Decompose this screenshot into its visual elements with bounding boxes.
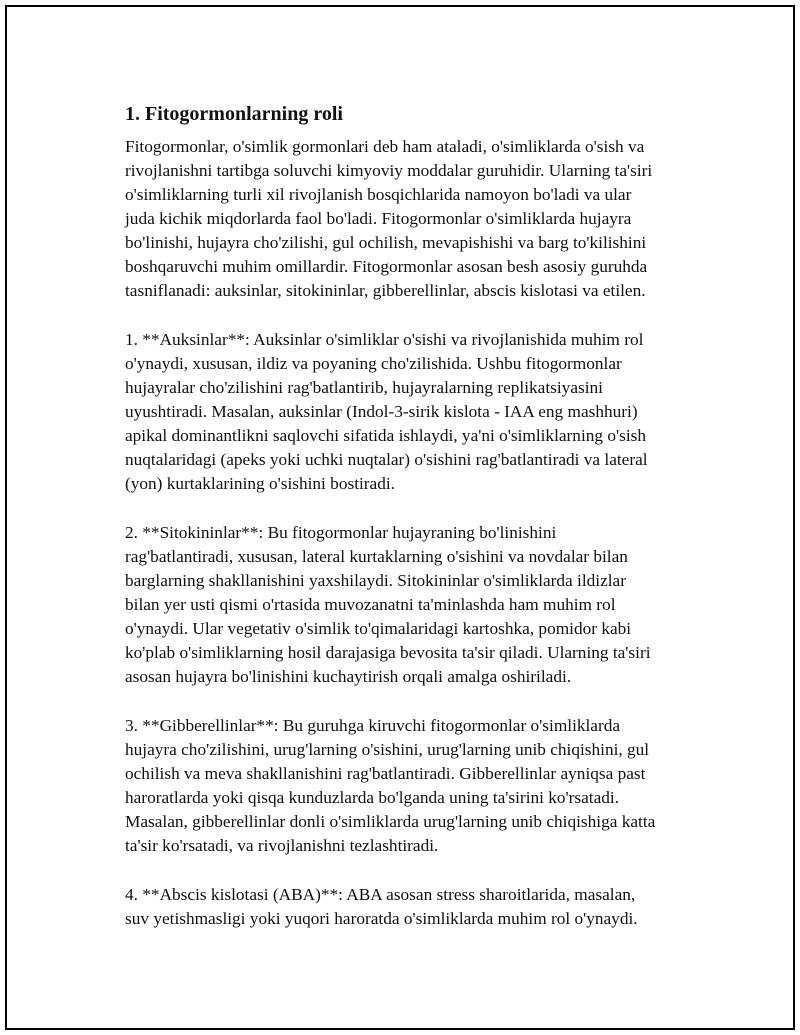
text-line: (yon) kurtaklarining o'sishini bostiradi. (125, 474, 395, 493)
text-line: o'ynaydi, xususan, ildiz va poyaning cho'zilishida. Ushbu fitogormonlar (125, 354, 622, 373)
paragraph-sitokininlar (125, 521, 695, 689)
text-line: nuqtalaridagi (apeks yoki uchki nuqtalar) o'sishini rag'batlantiradi va lateral (125, 450, 648, 469)
paragraph-auksinlar (125, 328, 695, 496)
paragraph-intro (125, 135, 695, 303)
text-line: 3. **Gibberellinlar**: Bu guruhga kiruvchi fitogormonlar o'simliklarda (125, 716, 621, 735)
text-line: asosan hujayra bo'linishini kuchaytirish orqali amalga oshiriladi. (125, 667, 572, 686)
document-body (125, 101, 695, 956)
paragraph-abscis-kislotasi (125, 883, 695, 931)
text-line: apikal dominantlikni saqlovchi sifatida ishlaydi, ya'ni o'simliklarning o'sish (125, 426, 646, 445)
text-line: hujayra cho'zilishini, urug'larning o'sishini, urug'larning unib chiqishini, gul (125, 740, 650, 759)
text-line: bo'linishi, hujayra cho'zilishi, gul ochilish, mevapishishi va barg to'kilishini (125, 233, 647, 252)
text-line: 2. **Sitokininlar**: Bu fitogormonlar hujayraning bo'linishini (125, 523, 557, 542)
text-line: Masalan, gibberellinlar donli o'simliklarda urug'larning unib chiqishiga katta (125, 812, 656, 831)
text-line: ochilish va meva shakllanishini rag'batlantiradi. Gibberellinlar ayniqsa past (125, 764, 646, 783)
text-line: boshqaruvchi muhim omillardir. Fitogormonlar asosan besh asosiy guruhda (125, 257, 648, 276)
text-line: ko'plab o'simliklarning hosil darajasiga bevosita ta'sir qiladi. Ularning ta'siri (125, 643, 651, 662)
text-line: rag'batlantiradi, xususan, lateral kurtaklarning o'sishini va novdalar bilan (125, 547, 628, 566)
text-line: Fitogormonlar, o'simlik gormonlari deb ham ataladi, o'simliklarda o'sish va (125, 137, 645, 156)
paragraph-gibberellinlar (125, 714, 695, 858)
text-line: bilan yer usti qismi o'rtasida muvozanatni ta'minlashda ham muhim rol (125, 595, 616, 614)
text-line: juda kichik miqdorlarda faol bo'ladi. Fitogormonlar o'simliklarda hujayra (125, 209, 632, 228)
text-line: hujayralar cho'zilishini rag'batlantirib, hujayralarning replikatsiyasini (125, 378, 603, 397)
section-heading: 1. Fitogormonlarning roli (125, 103, 343, 125)
text-line: 4. **Abscis kislotasi (ABA)**: ABA asosan stress sharoitlarida, masalan, (125, 885, 636, 904)
page-frame (5, 5, 795, 1030)
text-line: 1. **Auksinlar**: Auksinlar o'simliklar o'sishi va rivojlanishida muhim rol (125, 330, 644, 349)
text-line: rivojlanishni tartibga soluvchi kimyoviy moddalar guruhidir. Ularning ta'siri (125, 161, 653, 180)
text-line: suv yetishmasligi yoki yuqori haroratda o'simliklarda muhim rol o'ynaydi. (125, 909, 638, 928)
text-line: o'ynaydi. Ular vegetativ o'simlik to'qimalaridagi kartoshka, pomidor kabi (125, 619, 632, 638)
text-line: haroratlarda yoki qisqa kunduzlarda bo'lganda uning ta'sirini ko'rsatadi. (125, 788, 620, 807)
text-line: uyushtiradi. Masalan, auksinlar (Indol-3-sirik kislota - IAA eng mashhuri) (125, 402, 638, 421)
text-line: tasniflanadi: auksinlar, sitokininlar, gibberellinlar, abscis kislotasi va etilen. (125, 281, 646, 300)
text-line: barglarning shakllanishini yaxshilaydi. Sitokininlar o'simliklarda ildizlar (125, 571, 626, 590)
text-line: o'simliklarning turli xil rivojlanish bosqichlarida namoyon bo'ladi va ular (125, 185, 632, 204)
text-line: ta'sir ko'rsatadi, va rivojlanishni tezlashtiradi. (125, 836, 439, 855)
